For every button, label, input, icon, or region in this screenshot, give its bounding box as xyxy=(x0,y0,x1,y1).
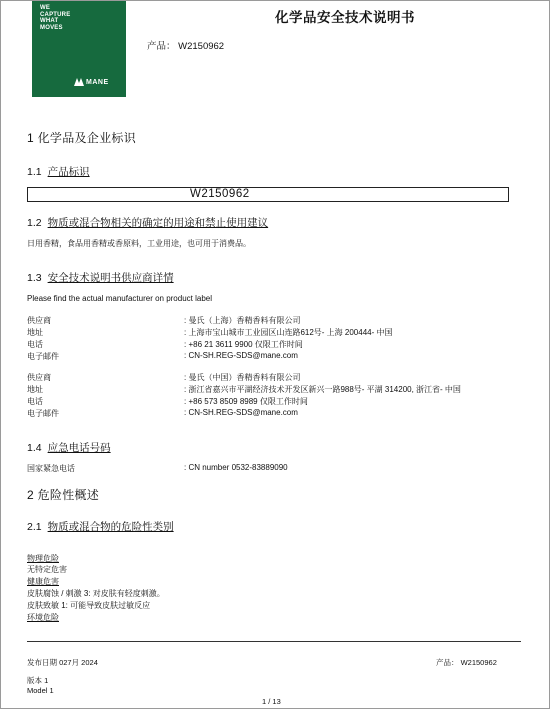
physical-hazard-title: 物理危险 xyxy=(27,554,59,563)
mane-leaf-icon xyxy=(74,78,84,86)
health-hazard-title: 健康危害 xyxy=(27,577,59,586)
logo-brand: MANE xyxy=(74,78,109,86)
supplier2-name-row: 供应商 : 曼氏（中国）香精香料有限公司 xyxy=(27,373,301,382)
version-label: 版本 1 xyxy=(27,676,49,685)
supplier2-phone-row: 电话 : +86 573 8509 8989 仅限工作时间 xyxy=(27,397,308,406)
manufacturer-note: Please find the actual manufacturer on product label xyxy=(27,294,213,303)
section-1-3-heading: 1.3 安全技术说明书供应商详情 xyxy=(27,272,174,284)
supplier1-address-row: 地址 : 上海市宝山城市工业园区山连路612号- 上海 200444- 中国 xyxy=(27,328,393,337)
logo-tagline: WE CAPTURE WHAT MOVES xyxy=(40,5,71,31)
supplier2-email: : CN-SH.REG-SDS@mane.com xyxy=(184,408,298,417)
physical-hazard-text: 无特定危害 xyxy=(27,565,67,574)
section-1-heading: 1 化学品及企业标识 xyxy=(27,131,137,145)
footer-product-code: 产品： W2150962 xyxy=(436,658,497,667)
section-1-2-heading: 1.2 物质或混合物相关的确定的用途和禁止使用建议 xyxy=(27,217,269,229)
header-product-code: 产品： W2150962 xyxy=(147,41,225,52)
section-1-1-heading: 1.1 产品标识 xyxy=(27,166,90,178)
intended-use-text: 日用香精，食品用香精或香原料，工业用途，也可用于消费品。 xyxy=(27,239,251,248)
section-1-4-heading: 1.4 应急电话号码 xyxy=(27,442,111,454)
model-label: Model 1 xyxy=(27,686,54,695)
health-hazard-item: 皮肤致敏 1: 可能导致皮肤过敏反应 xyxy=(27,601,151,610)
section-2-heading: 2 危险性概述 xyxy=(27,488,100,502)
issue-date: 发布日期 027月 2024 xyxy=(27,658,98,667)
product-code-box xyxy=(27,187,509,202)
environmental-hazard-title: 环境危险 xyxy=(27,613,59,622)
supplier2-address-row: 地址 : 浙江省嘉兴市平湖经济技术开发区新兴一路988号- 平湖 314200, 浙江省- 中国 xyxy=(27,385,461,394)
company-logo xyxy=(32,1,126,97)
health-hazard-item: 皮肤腐蚀 / 刺激 3: 对皮肤有轻度刺激。 xyxy=(27,589,165,598)
supplier2-email-row: 电子邮件 : CN-SH.REG-SDS@mane.com xyxy=(27,408,298,418)
section-2-1-heading: 2.1 物质或混合物的危险性类别 xyxy=(27,521,174,533)
supplier1-email: : CN-SH.REG-SDS@mane.com xyxy=(184,351,298,360)
page-number: 1 / 13 xyxy=(262,697,281,706)
supplier1-name-row: 供应商 : 曼氏（上海）香精香料有限公司 xyxy=(27,316,301,325)
footer-divider xyxy=(27,641,521,642)
product-code: W2150962 xyxy=(190,188,250,200)
document-title: 化学品安全技术说明书 xyxy=(275,10,415,25)
supplier1-email-row: 电子邮件 : CN-SH.REG-SDS@mane.com xyxy=(27,351,298,361)
supplier1-phone-row: 电话 : +86 21 3611 9900 仅限工作时间 xyxy=(27,340,303,349)
emergency-phone-row: 国家紧急电话 : CN number 0532-83889090 xyxy=(27,463,288,473)
